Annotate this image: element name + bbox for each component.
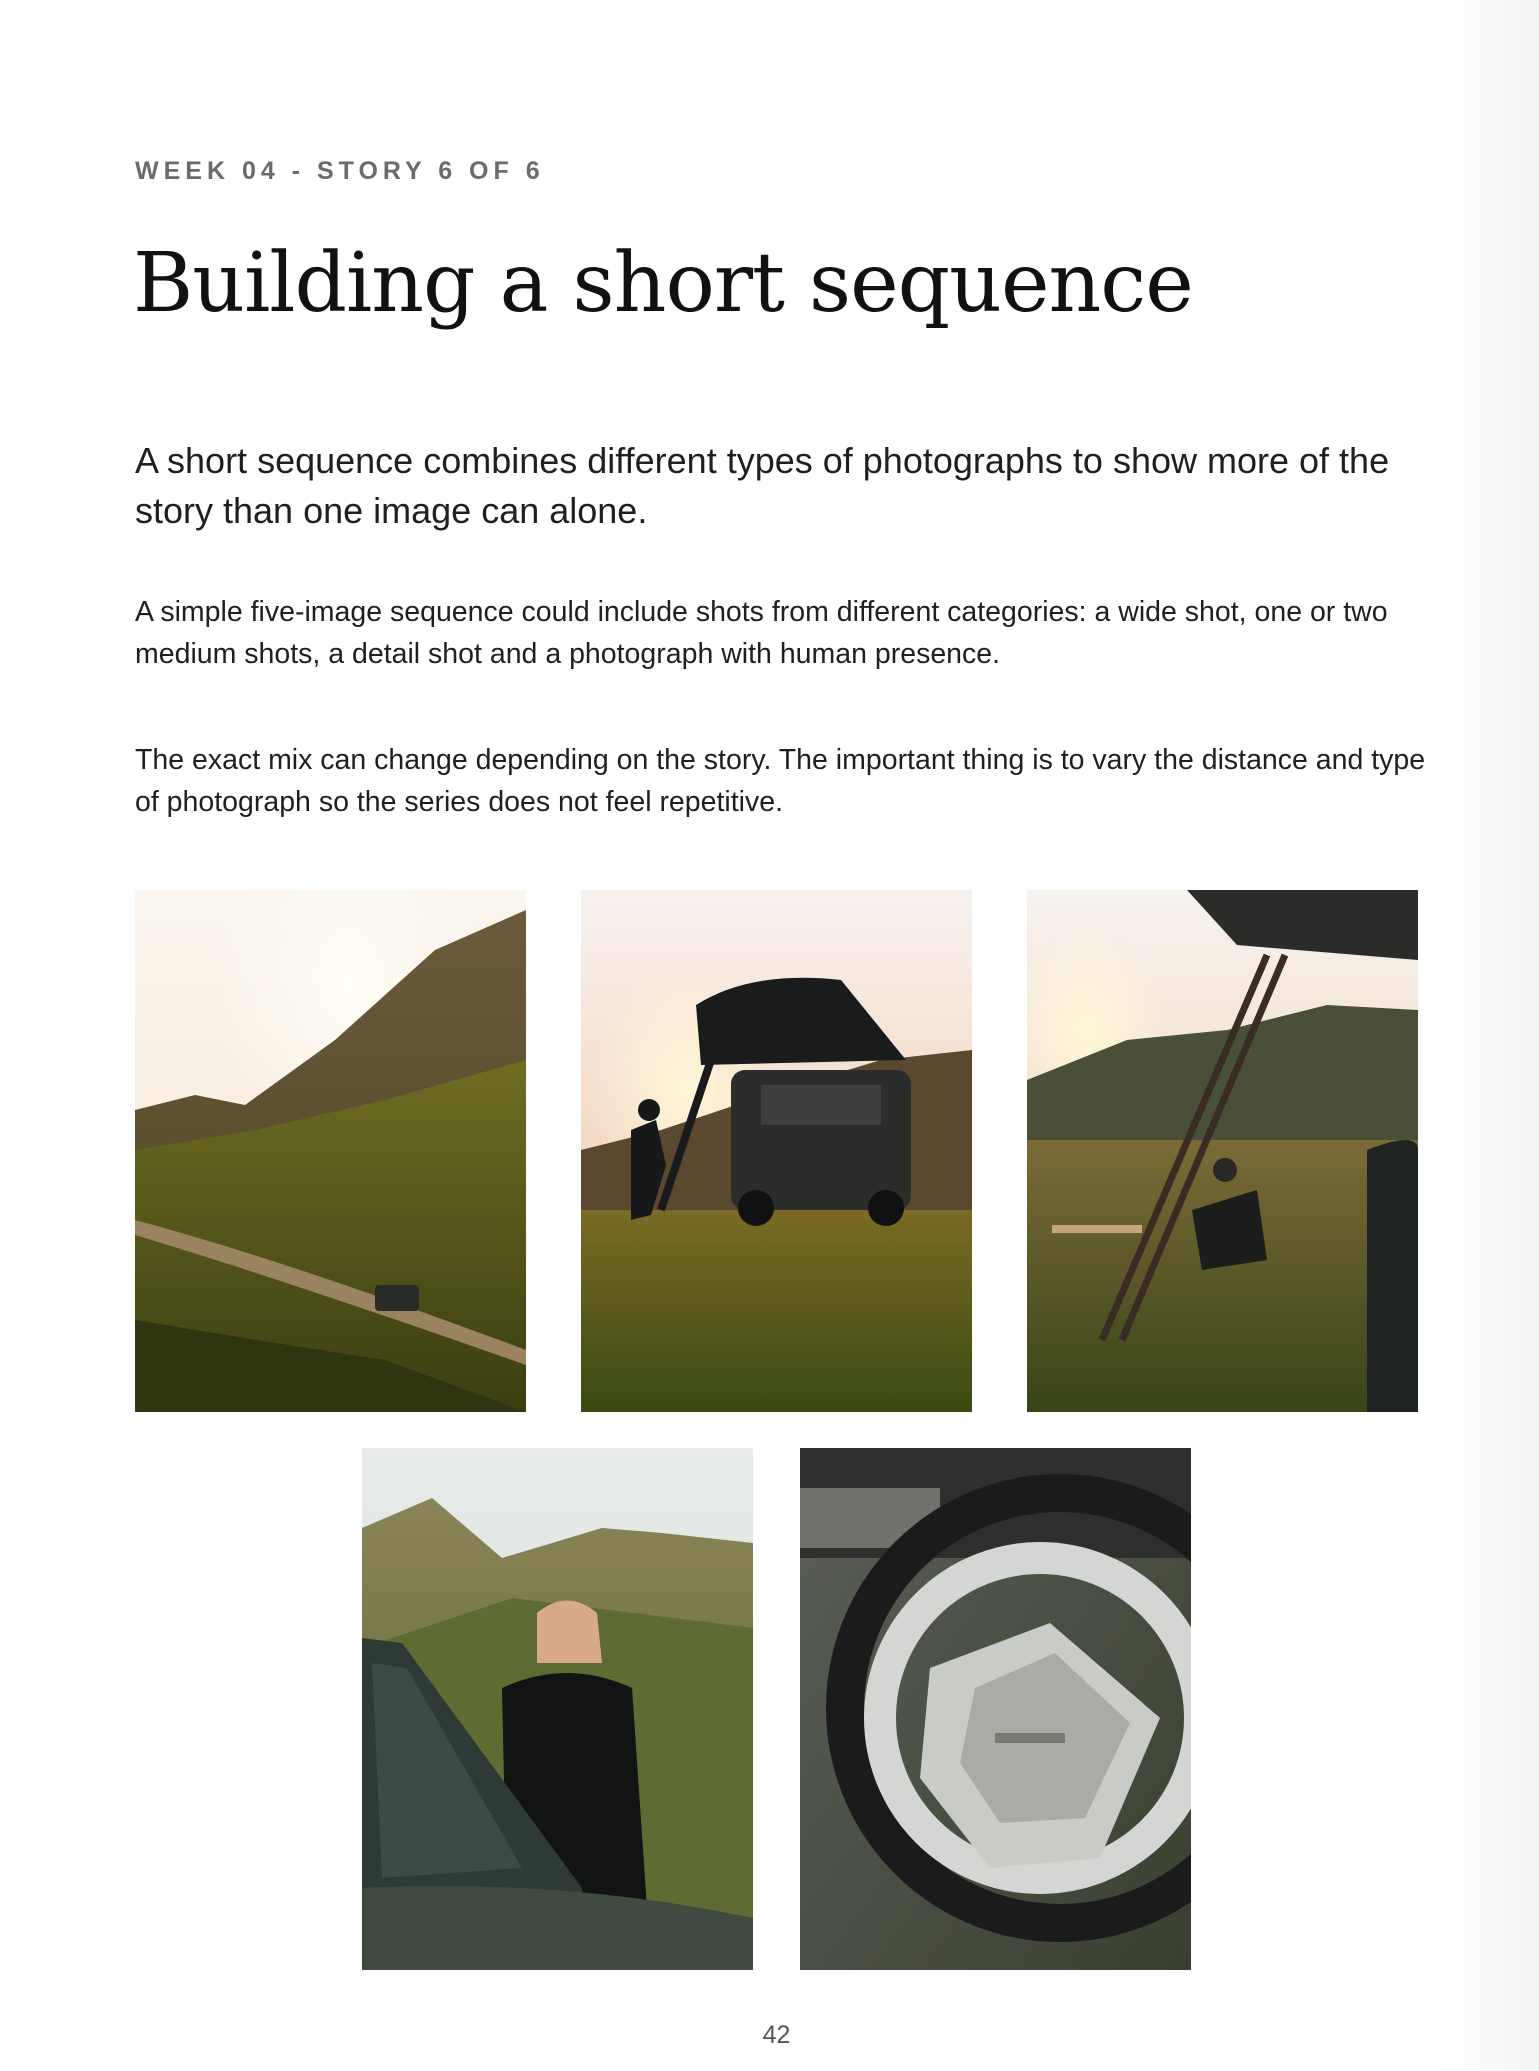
man-at-car-photo: [362, 1448, 753, 1970]
steering-wheel-photo: [800, 1448, 1191, 1970]
body-paragraph-1: A simple five-image sequence could include shots from different categories: a wide shot, one or two medium shots, a detail shot and a photograph with human presence.: [135, 596, 1388, 670]
story-eyebrow: WEEK 04 - STORY 6 OF 6: [135, 157, 545, 185]
page-edge-shade: [1439, 0, 1539, 2071]
page-title: Building a short sequence: [133, 236, 1193, 331]
landscape-road-photo: [135, 890, 526, 1412]
body-paragraph-2: The exact mix can change depending on the story. The important thing is to vary the distance and type of photograph so the series does not feel repetitive.: [135, 744, 1426, 818]
camp-ladder-photo: [1027, 890, 1418, 1412]
page-number: 42: [762, 2021, 791, 2049]
rooftop-tent-photo: [581, 890, 972, 1412]
lead-paragraph: A short sequence combines different types of photographs to show more of the story than one image can alone.: [135, 440, 1390, 531]
